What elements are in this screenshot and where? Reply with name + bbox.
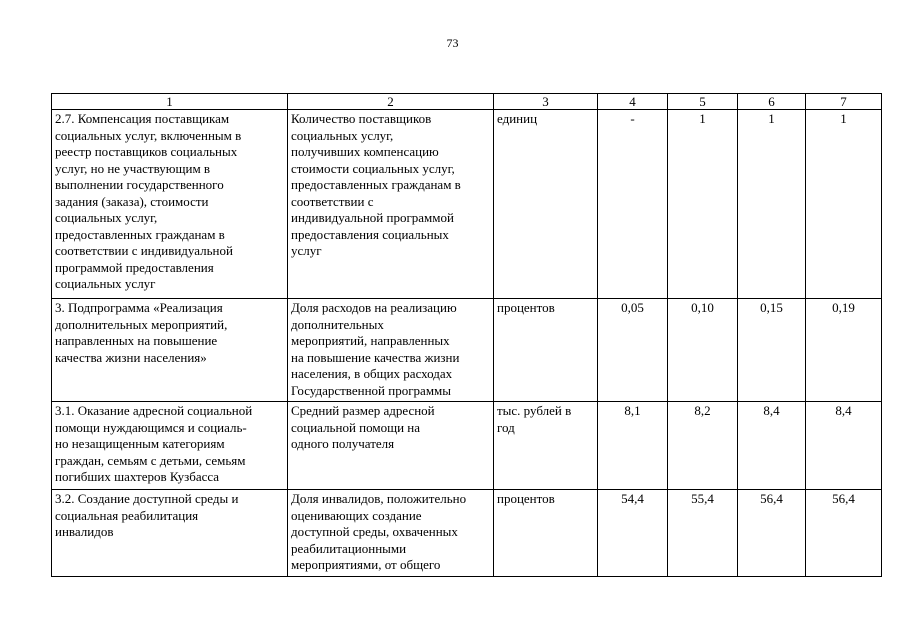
unit-cell: процентов: [494, 299, 598, 402]
value-cell-col-4: 8,1: [598, 402, 668, 490]
table-header-row: [52, 94, 882, 110]
value-cell-col-7: 1: [806, 110, 882, 299]
value-cell-col-4: 54,4: [598, 490, 668, 577]
measure-name-cell: 3.2. Создание доступной среды и социальная реабилитация инвалидов: [52, 490, 288, 577]
header-col-1: 1: [52, 94, 288, 110]
indicator-name-cell: Средний размер адресной социальной помощи на одного получателя: [288, 402, 494, 490]
header-col-5: 5: [668, 94, 738, 110]
indicator-name-cell: Доля расходов на реализацию дополнительных мероприятий, направленных на повышение качества жизни населения, в общих расходах Государственной программы: [288, 299, 494, 402]
measure-name-cell: 3. Подпрограмма «Реализация дополнительных мероприятий, направленных на повышение качества жизни населения»: [52, 299, 288, 402]
value-cell-col-5: 55,4: [668, 490, 738, 577]
value-cell-col-5: 1: [668, 110, 738, 299]
value-cell-col-5: 0,10: [668, 299, 738, 402]
table-row: [52, 490, 882, 577]
value-cell-col-6: 8,4: [738, 402, 806, 490]
header-col-6: 6: [738, 94, 806, 110]
value-cell-col-4: 0,05: [598, 299, 668, 402]
indicator-name-cell: Количество поставщиков социальных услуг, получивших компенсацию стоимости социальных услуг, предоставленных гражданам в соответствии с индивидуальной программой предоставления социальных услуг: [288, 110, 494, 299]
value-cell-col-4: -: [598, 110, 668, 299]
table-row: [52, 299, 882, 402]
value-cell-col-6: 1: [738, 110, 806, 299]
header-col-3: 3: [494, 94, 598, 110]
page-number: 73: [446, 36, 459, 50]
measure-name-cell: 3.1. Оказание адресной социальной помощи нуждающимся и социаль- но незащищенным категориям граждан, семьям с детьми, семьям погибших шахтеров Кузбасса: [52, 402, 288, 490]
value-cell-col-5: 8,2: [668, 402, 738, 490]
value-cell-col-6: 0,15: [738, 299, 806, 402]
measure-name-cell: 2.7. Компенсация поставщикам социальных услуг, включенным в реестр поставщиков социальных услуг, но не участвующим в выполнении государственного задания (заказа), стоимости социальных услуг, предоставленных гражданам в соответствии с индивидуальной программой предоставления социальных услуг: [52, 110, 288, 299]
value-cell-col-6: 56,4: [738, 490, 806, 577]
unit-cell: единиц: [494, 110, 598, 299]
header-col-4: 4: [598, 94, 668, 110]
header-col-2: 2: [288, 94, 494, 110]
unit-cell: тыс. рублей в год: [494, 402, 598, 490]
table-row: [52, 402, 882, 490]
indicator-name-cell: Доля инвалидов, положительно оценивающих создание доступной среды, охваченных реабилитационными мероприятиями, от общего: [288, 490, 494, 577]
indicators-table: [51, 93, 882, 577]
unit-cell: процентов: [494, 490, 598, 577]
header-col-7: 7: [806, 94, 882, 110]
table-row: [52, 110, 882, 299]
value-cell-col-7: 8,4: [806, 402, 882, 490]
value-cell-col-7: 56,4: [806, 490, 882, 577]
value-cell-col-7: 0,19: [806, 299, 882, 402]
